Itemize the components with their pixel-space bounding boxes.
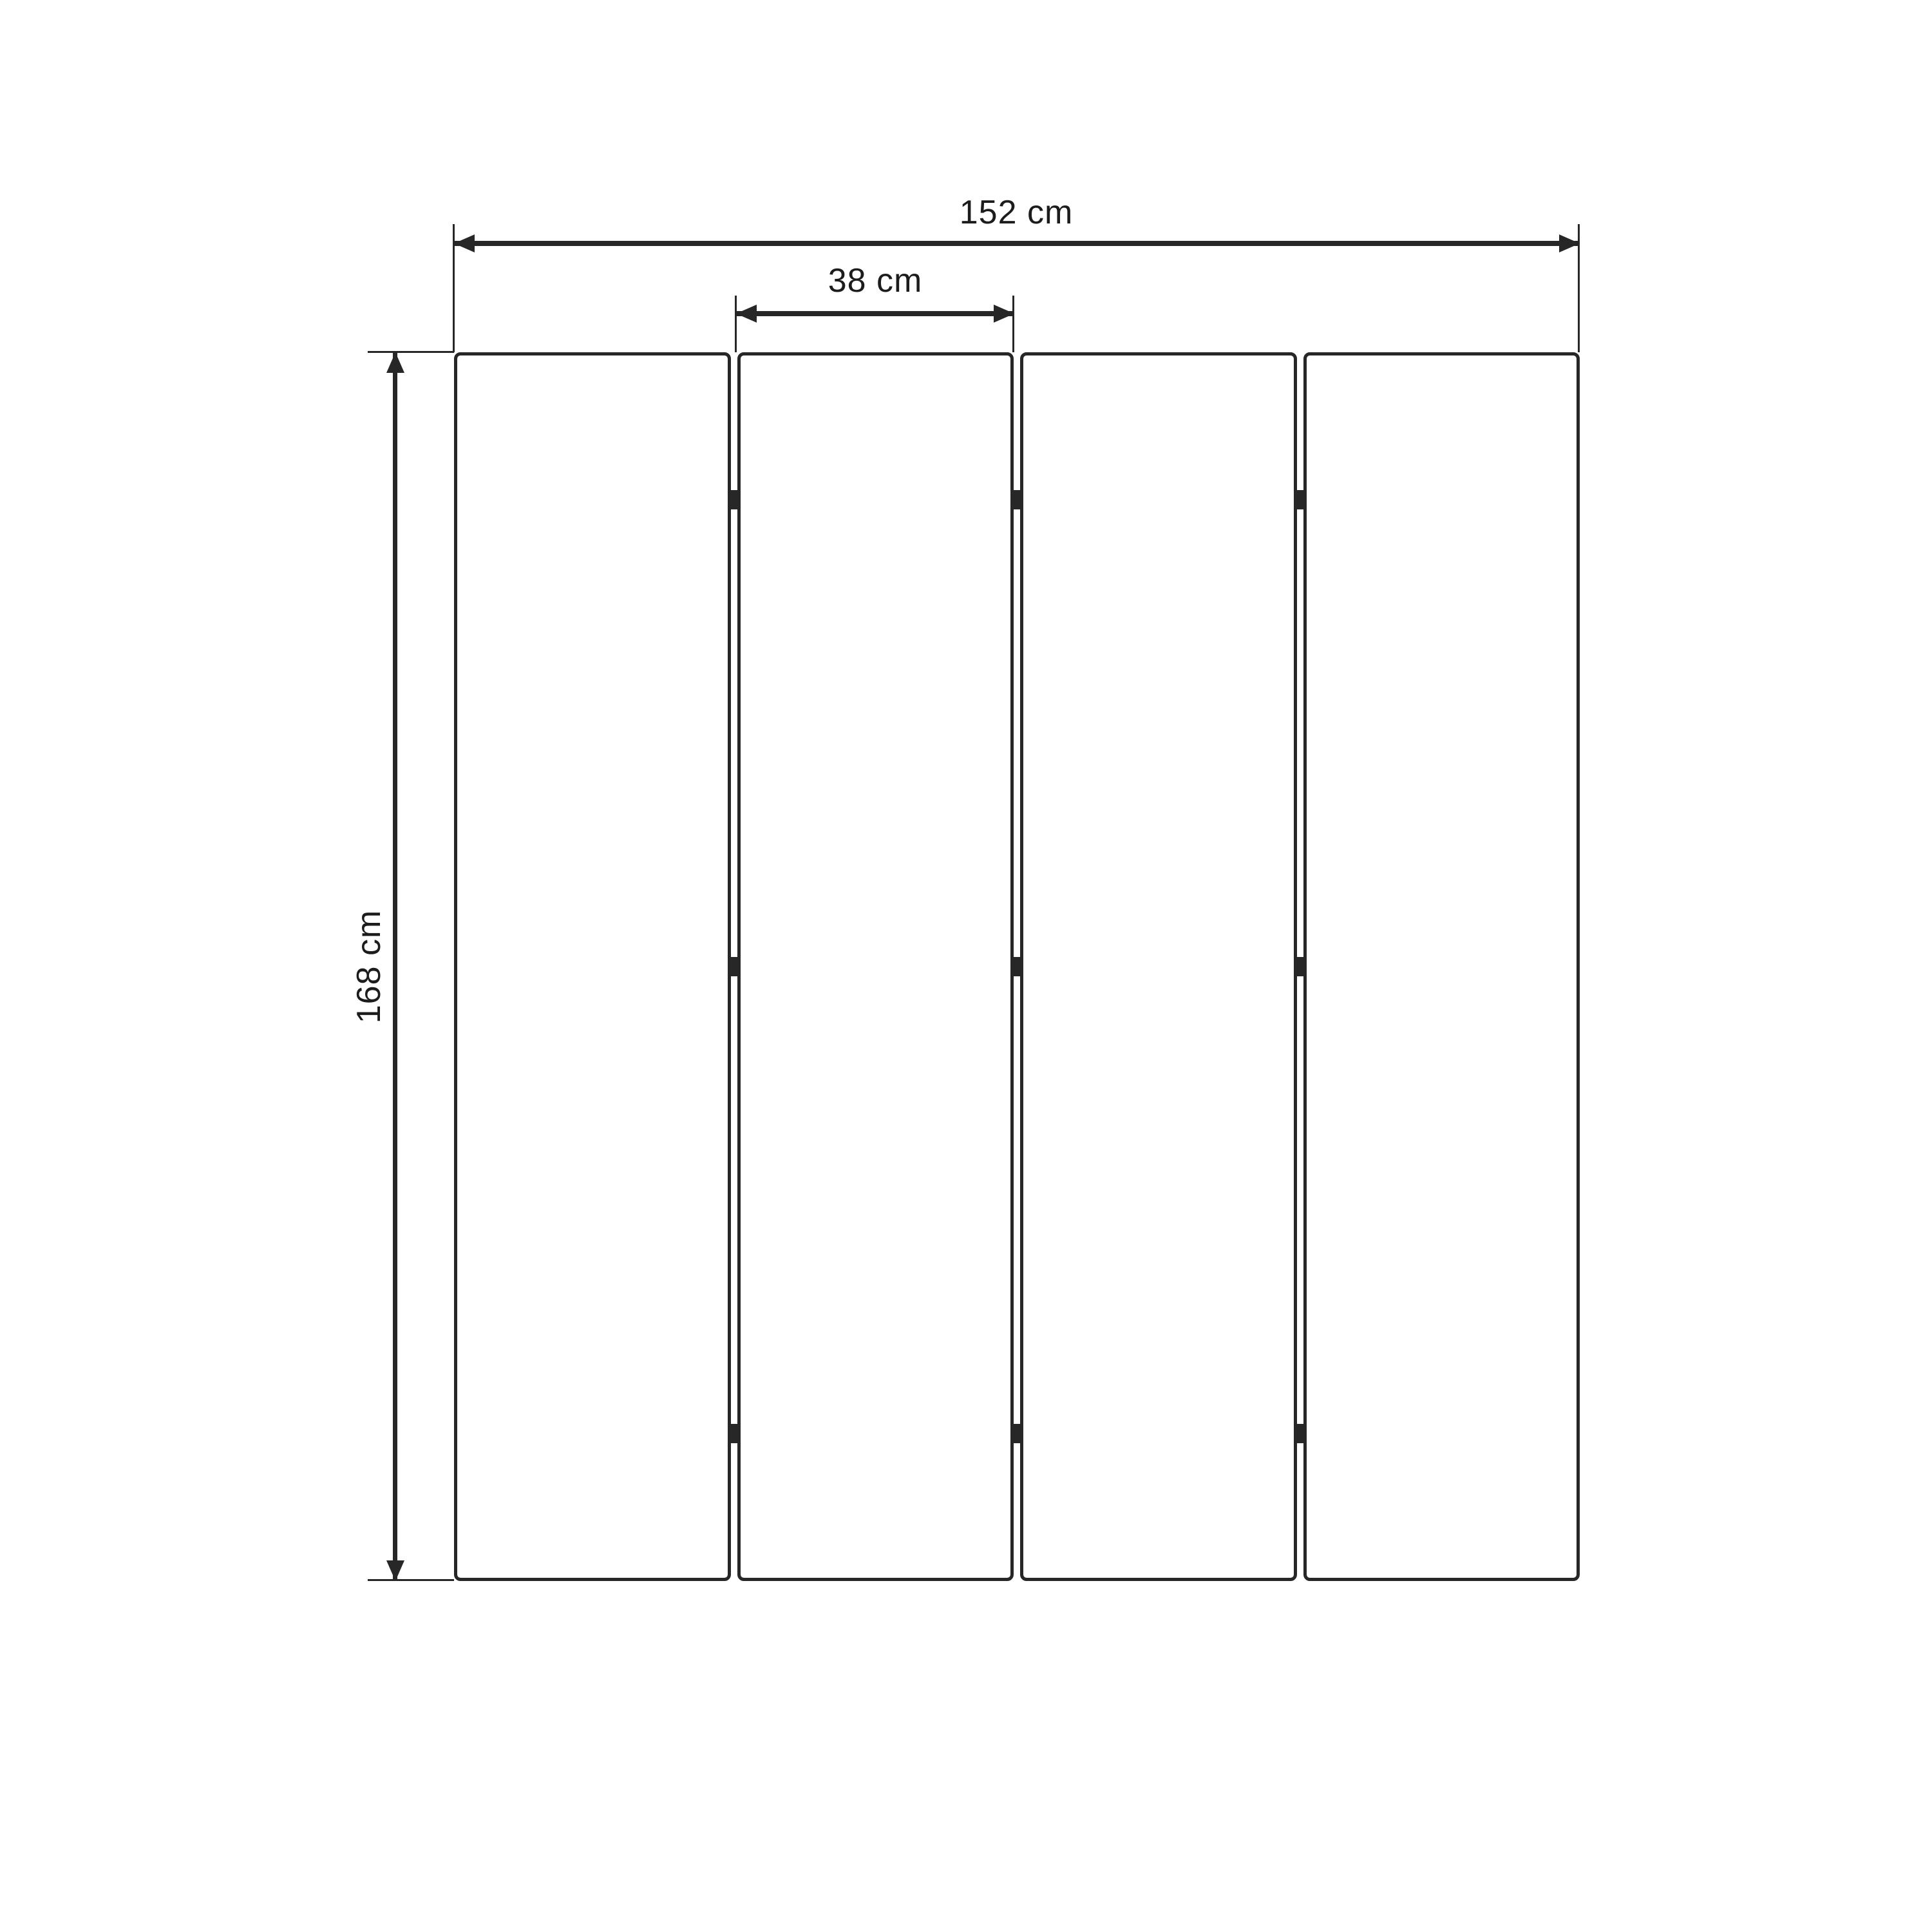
screen-panel-2 xyxy=(737,352,1014,1581)
dim-label-total-width: 152 cm xyxy=(959,194,1074,231)
hinge-icon xyxy=(1012,957,1022,976)
arrow-right-icon xyxy=(1559,234,1580,252)
hinge-icon xyxy=(729,1424,739,1443)
hinge-icon xyxy=(1295,1424,1305,1443)
hinge-icon xyxy=(729,957,739,976)
screen-panel-3 xyxy=(1020,352,1297,1581)
dimension-line-height xyxy=(393,352,397,1581)
screen-panel-1 xyxy=(454,352,731,1581)
dimension-line-total-width xyxy=(454,241,1580,246)
arrow-left-icon xyxy=(736,305,757,323)
arrow-right-icon xyxy=(994,305,1014,323)
screen-panel-4 xyxy=(1303,352,1580,1581)
hinge-icon xyxy=(729,490,739,509)
dimension-line-panel-width xyxy=(736,311,1014,316)
hinge-icon xyxy=(1295,490,1305,509)
extension-tick-height-top xyxy=(368,351,454,353)
arrow-up-icon xyxy=(386,352,404,373)
hinge-icon xyxy=(1012,490,1022,509)
folding-screen xyxy=(454,352,1580,1581)
dim-label-panel-width: 38 cm xyxy=(828,262,923,299)
arrow-down-icon xyxy=(386,1560,404,1581)
dim-label-height: 168 cm xyxy=(350,909,388,1024)
arrow-left-icon xyxy=(454,234,475,252)
hinge-icon xyxy=(1012,1424,1022,1443)
hinge-icon xyxy=(1295,957,1305,976)
extension-tick-height-bottom xyxy=(368,1579,454,1581)
